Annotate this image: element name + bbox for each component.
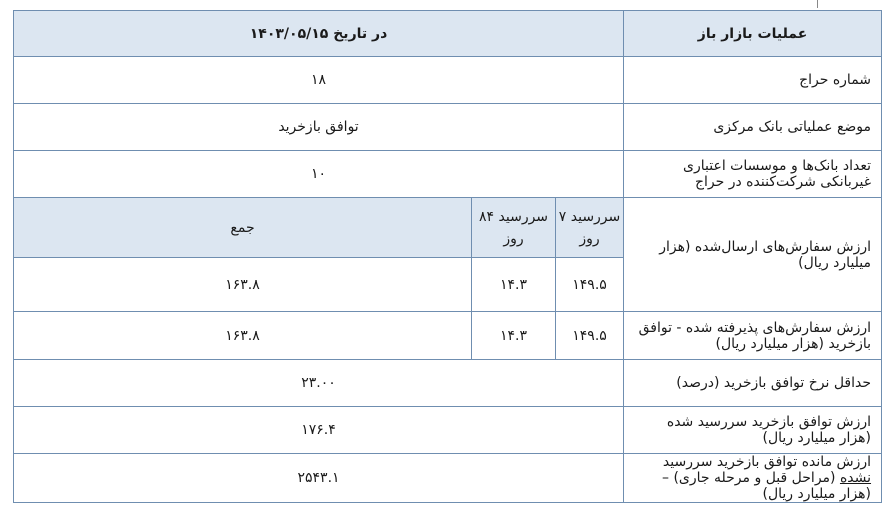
- table-row: [14, 360, 882, 407]
- row-value: ۱۸: [14, 57, 624, 104]
- row-value: ۱۰: [14, 151, 624, 198]
- header-date: در تاریخ ۱۴۰۳/۰۵/۱۵: [14, 11, 624, 57]
- orders-accepted-label: ارزش سفارش‌های پذیرفته شده - توافق بازخرید (هزار میلیارد ریال): [624, 312, 882, 360]
- row-label: شماره حراج: [624, 57, 882, 104]
- subheader-7-days: سررسید ۷ روز: [556, 198, 624, 258]
- header-title: عملیات بازار باز: [624, 11, 882, 57]
- accepted-84-days: ۱۴.۳: [472, 312, 556, 360]
- open-market-operations-table: [13, 10, 882, 503]
- label-part-1: ارزش مانده توافق بازخرید سررسید: [662, 454, 872, 470]
- row-label: حداقل نرخ توافق بازخرید (درصد): [624, 360, 882, 407]
- label-underlined-part: نشده: [839, 470, 872, 486]
- row-value: توافق بازخرید: [14, 104, 624, 151]
- table-row: [14, 151, 882, 198]
- outstanding-repo-label: [624, 454, 882, 503]
- row-label: موضع عملیاتی بانک مرکزی: [624, 104, 882, 151]
- table-header-row: [14, 11, 882, 57]
- table-row: [14, 407, 882, 454]
- row-label: ارزش توافق بازخرید سررسید شده (هزار میلیارد ریال): [624, 407, 882, 454]
- table-row: [14, 57, 882, 104]
- accepted-total: ۱۶۳.۸: [14, 312, 472, 360]
- table-row: [14, 104, 882, 151]
- subheader-84-days: سررسید ۸۴ روز: [472, 198, 556, 258]
- table-row: [14, 454, 882, 503]
- outstanding-repo-value: ۲۵۴۳.۱: [14, 454, 624, 503]
- row-value: ۲۳.۰۰: [14, 360, 624, 407]
- sent-7-days: ۱۴۹.۵: [556, 258, 624, 312]
- sent-total: ۱۶۳.۸: [14, 258, 472, 312]
- orders-sent-label: ارزش سفارش‌های ارسال‌شده (هزار میلیارد ریال): [624, 198, 882, 312]
- orders-subheader-row: [14, 198, 882, 258]
- row-label: تعداد بانک‌ها و موسسات اعتباری غیربانکی شرکت‌کننده در حراج: [624, 151, 882, 198]
- sent-84-days: ۱۴.۳: [472, 258, 556, 312]
- accepted-7-days: ۱۴۹.۵: [556, 312, 624, 360]
- orders-accepted-row: [14, 312, 882, 360]
- subheader-total: جمع: [14, 198, 472, 258]
- row-value: ۱۷۶.۴: [14, 407, 624, 454]
- label-part-2: (مراحل قبل و مرحله جاری) – (هزار میلیارد ریال): [662, 470, 872, 502]
- top-edge-mark: [817, 0, 818, 8]
